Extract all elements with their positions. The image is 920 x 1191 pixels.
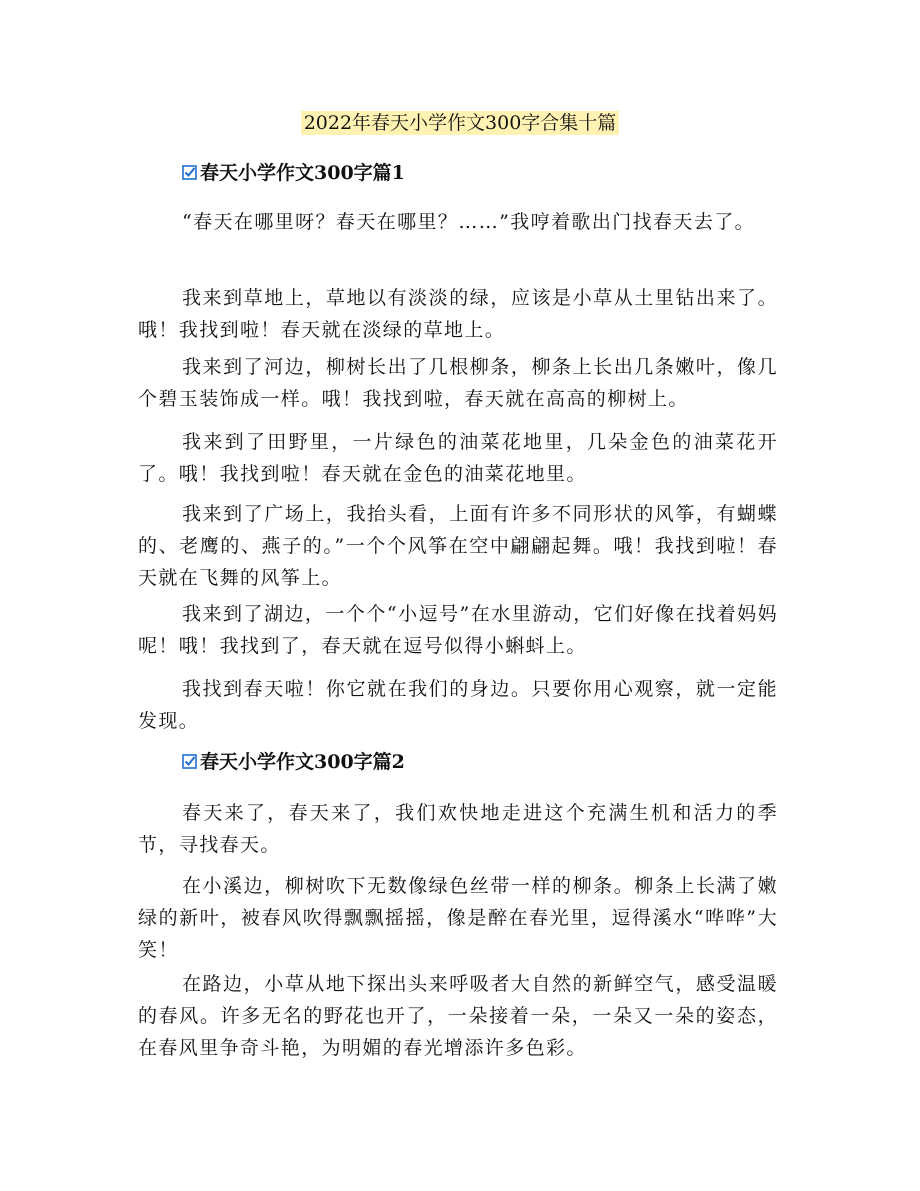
document-title [0,110,920,136]
paragraph: 我来到了河边，柳树长出了几根柳条，柳条上长出几条嫩叶，像几个碧玉装饰成一样。哦！我找到啦，春天就在高高的柳树上。 [138,356,778,410]
paragraph: 我来到草地上，草地以有淡淡的绿，应该是小草从土里钻出来了。哦！我找到啦！春天就在淡绿的草地上。 [138,287,778,341]
section-heading-1 [182,160,405,186]
paragraph: 我来到了湖边，一个个“小逗号”在水里游动，它们好像在找着妈妈呢！哦！我找到了，春天就在逗号似得小蝌蚪上。 [138,603,778,657]
paragraph: 春天来了，春天来了，我们欢快地走进这个充满生机和活力的季节，寻找春天。 [138,802,778,856]
paragraph: 我来到了田野里，一片绿色的油菜花地里，几朵金色的油菜花开了。哦！我找到啦！春天就在金色的油菜花地里。 [138,431,778,485]
paragraph: “春天在哪里呀？春天在哪里？……”我哼着歌出门找春天去了。 [182,211,756,233]
document-title-text: 2022年春天小学作文300字合集十篇 [301,111,620,135]
checked-box-icon [182,165,197,180]
paragraph: 在小溪边，柳树吹下无数像绿色丝带一样的柳条。柳条上长满了嫩绿的新叶，被春风吹得飘飘摇摇，像是醉在春光里，逗得溪水“哗哗”大笑！ [138,875,778,961]
checked-box-icon [182,754,197,769]
section-heading-text: 春天小学作文300字篇1 [200,162,405,184]
paragraph: 我来到了广场上，我抬头看，上面有许多不同形状的风筝，有蝴蝶的、老鹰的、燕子的。”一个个风筝在空中翩翩起舞。哦！我找到啦！春天就在飞舞的风筝上。 [138,503,778,589]
section-heading-2 [182,749,405,775]
paragraph: 在路边，小草从地下探出头来呼吸者大自然的新鲜空气，感受温暖的春风。许多无名的野花也开了，一朵接着一朵，一朵又一朵的姿态，在春风里争奇斗艳，为明媚的春光增添许多色彩。 [138,973,778,1059]
paragraph: 我找到春天啦！你它就在我们的身边。只要你用心观察，就一定能发现。 [138,678,778,732]
section-heading-text: 春天小学作文300字篇2 [200,751,405,773]
